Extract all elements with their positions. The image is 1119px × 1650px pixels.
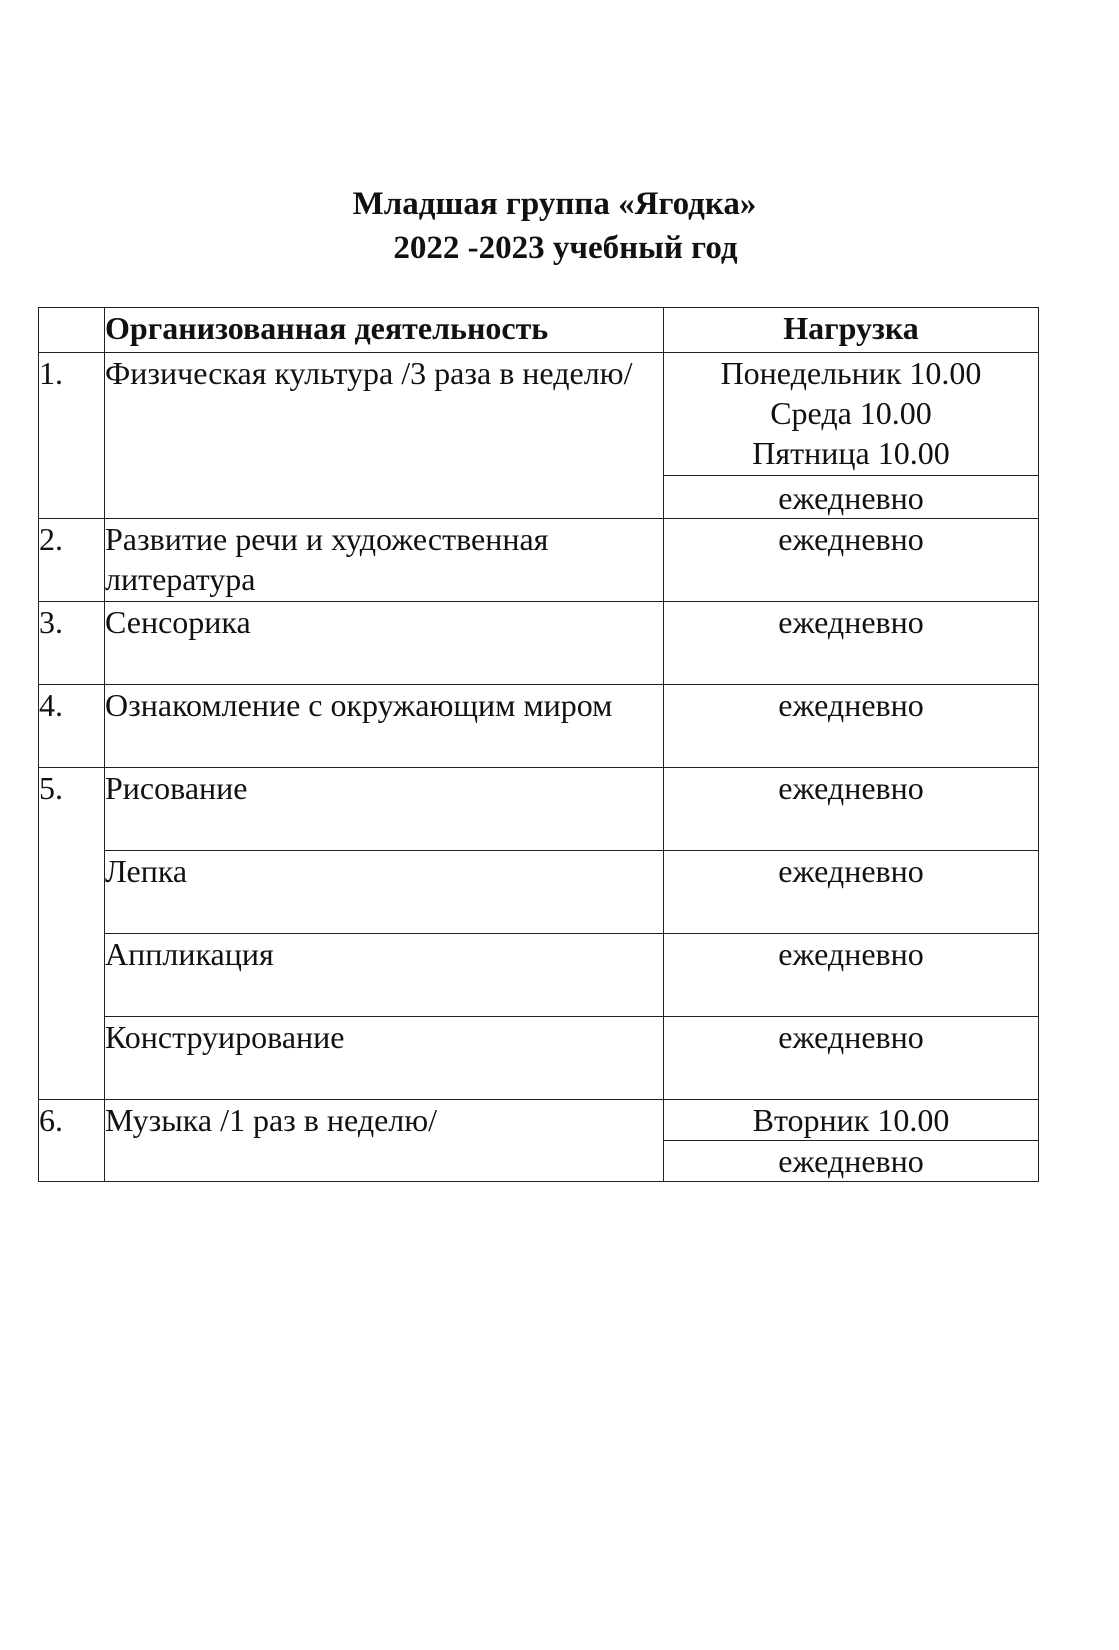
- load-cell: ежедневно: [664, 768, 1039, 851]
- load-cell: ежедневно: [664, 851, 1039, 934]
- activity-cell: Сенсорика: [105, 602, 664, 685]
- table-row: [39, 353, 1039, 476]
- row-number: 2.: [39, 519, 105, 602]
- activity-cell: Ознакомление с окружающим миром: [105, 685, 664, 768]
- row-number: 5.: [39, 768, 105, 1100]
- table-row: [39, 519, 1039, 602]
- activity-cell: Физическая культура /3 раза в неделю/: [105, 353, 664, 519]
- table-row: [39, 602, 1039, 685]
- activity-schedule-table: [38, 307, 1039, 1182]
- document-subtitle: 2022 -2023 учебный год: [393, 230, 738, 266]
- load-cell: ежедневно: [664, 602, 1039, 685]
- load-cell: ежедневно: [664, 685, 1039, 768]
- activity-cell: Лепка: [105, 851, 664, 934]
- table-subrow: [39, 934, 1039, 1017]
- column-header-load: Нагрузка: [664, 308, 1039, 353]
- load-cell: ежедневно: [664, 519, 1039, 602]
- schedule-entry: Среда 10.00: [770, 395, 932, 431]
- activity-cell: Рисование: [105, 768, 664, 851]
- row-number: 3.: [39, 602, 105, 685]
- row-number: 6.: [39, 1100, 105, 1182]
- activity-cell: Аппликация: [105, 934, 664, 1017]
- column-header-number: [39, 308, 105, 353]
- activity-cell: Музыка /1 раз в неделю/: [105, 1100, 664, 1182]
- row-number: 4.: [39, 685, 105, 768]
- column-header-activity: Организованная деятельность: [105, 308, 664, 353]
- row-number: 1.: [39, 353, 105, 519]
- load-cell: ежедневно: [664, 1017, 1039, 1100]
- load-cell: ежедневно: [664, 1141, 1039, 1182]
- schedule-entry: Пятница 10.00: [752, 435, 950, 471]
- table-row: [39, 685, 1039, 768]
- schedule-entry: Понедельник 10.00: [720, 355, 982, 391]
- table-row: [39, 1100, 1039, 1141]
- activity-cell: Развитие речи и художественная литература: [105, 519, 664, 602]
- document-title: Младшая группа «Ягодка»: [352, 186, 757, 222]
- table-header-row: [39, 308, 1039, 353]
- schedule-cell: [664, 353, 1039, 476]
- table-row: [39, 768, 1039, 851]
- activity-cell: Конструирование: [105, 1017, 664, 1100]
- load-cell: ежедневно: [664, 476, 1039, 519]
- load-cell: ежедневно: [664, 934, 1039, 1017]
- table-subrow: [39, 1017, 1039, 1100]
- schedule-cell: Вторник 10.00: [664, 1100, 1039, 1141]
- table-subrow: [39, 851, 1039, 934]
